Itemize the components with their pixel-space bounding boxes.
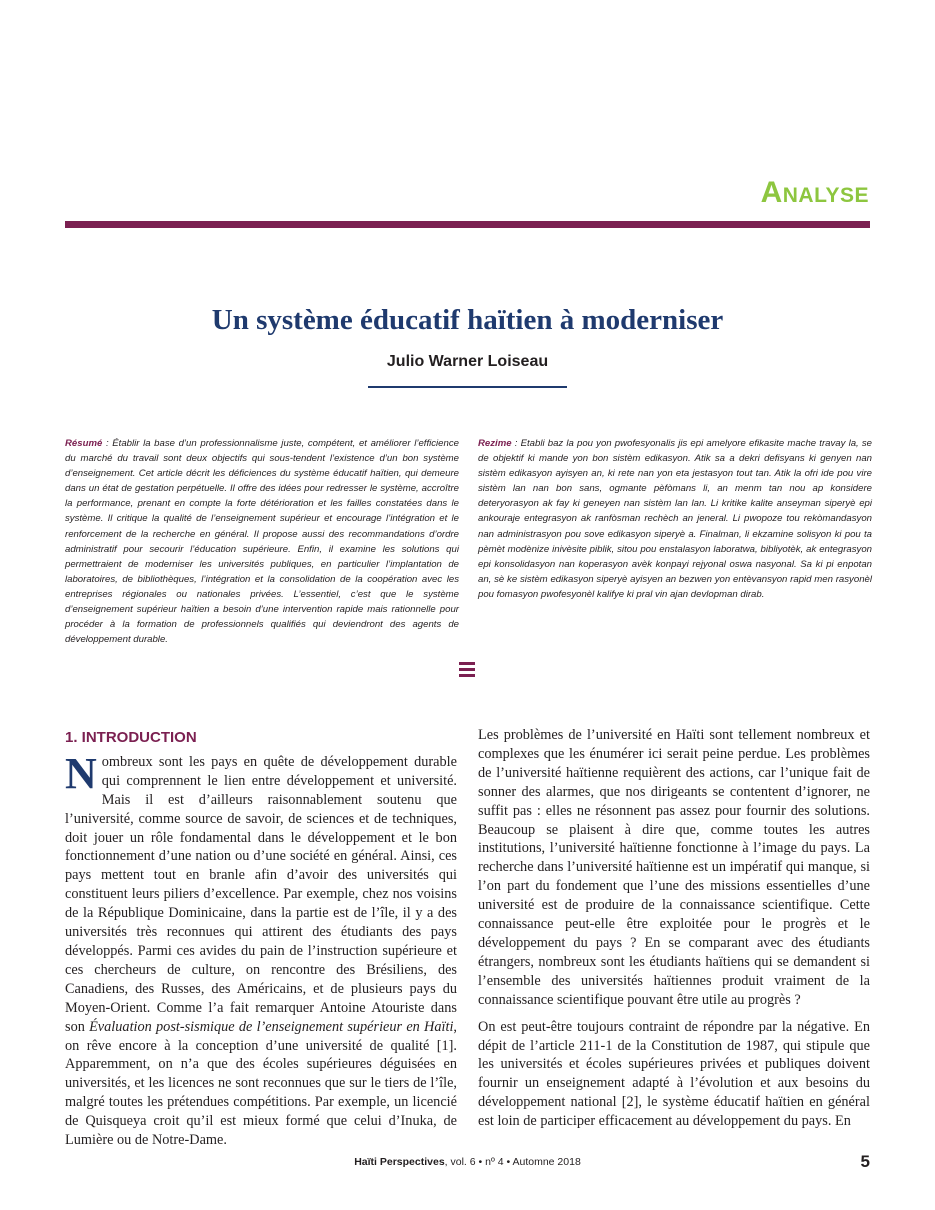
abstract-french-label: Résumé xyxy=(65,438,103,449)
section-separator-icon xyxy=(459,662,475,678)
abstract-creole-separator: : xyxy=(511,438,521,449)
body-paragraph-3: On est peut-être toujours contraint de répondre par la négative. En dépit de l’article 211-1 de la Constitution de 1987, qui stipule que les universités et écoles supérieures privées et publiques doivent fournir un enseignement adapté à l’évolution et aux besoins du développement national [2], le système éducatif haïtien en général est loin de participer efficacement au développement du pays. En xyxy=(478,1018,870,1130)
section-label: Analyse xyxy=(760,176,869,209)
article-author: Julio Warner Loiseau xyxy=(386,353,549,370)
section-heading: 1. INTRODUCTION xyxy=(65,729,197,746)
abstract-french-text: Établir la base d’un professionnalisme juste, compétent, et améliorer l’efficience du marché du travail sont deux objectifs qui sous-tendent l’existence d’un bon système d’enseignement. Cet article décrit les déficiences du système éducatif haïtien, qui demeure dans un état de gestation perpétuelle. Il offre des idées pour redresser le système, accroître la performance, prenant en compte la forte détérioration et les failles constatées dans le système. Il critique la qualité de l’enseignement supérieur et encourage l’intégration et le renforcement de la recherche en général. Il propose aussi des recommandations d’ordre administratif pour secourir l’éducation supérieure. Enfin, il examine les solutions qui permettraient de moderniser les universités publiques, en particulier l’implantation de laboratoires, de bibliothèques, l’intégration et la consolidation de la coopération avec les entreprises régionales ou nationales privées. L’essentiel, c’est que le système d’enseignement supérieur haïtien a besoin d’une intervention rapide mais rationnelle pour procéder à la formation de professionnels qualifiés qui deviendront des agents de développement durable. xyxy=(65,438,459,646)
abstract-creole xyxy=(478,436,872,602)
abstract-creole-label: Rezime xyxy=(478,438,512,449)
paragraph-1-text-b: , on rêve encore à la conception d’une université de qualité [1]. Apparemment, on n’a que des écoles supérieures déguisées en universités, et les licences ne sont reconnues que sur le tiers de l’île, malgré toutes les prétendues compétitions. Par exemple, un licencié de Quisqueya croit qu’il est mieux formé que celui d’Inuka, de Lumière ou de Notre-Dame. xyxy=(65,1018,457,1149)
abstract-creole-text: Etabli baz la pou yon pwofesyonalis jis epi amelyore efikasite mache travay la, se de objektif ki mande yon bon sistèm edikasyon. Atik sa a dekri defisyans ki genyen nan sistèm edikasyon ayisyen an, ki rete nan yon eta jestasyon tout tan. Atik la ofri ide pou vire sistèm lan nan bon sans, ogmante pèfòmans li, an menm tan nou ap konsidere deteryorasyon ak fay ki geneyen nan sistèm lan lan. Li kritike kalite anseyman siperyè epi ankouraje entegrasyon ak ranfòsman rechèch an jeneral. Li pwopoze tou rekòmandasyon nan administrasyon pou sove edikasyon siperyè a. Finalman, li ekzamine solisyon ki pou ta pèmèt modènize inivèsite piblik, sitou pou enstalasyon laboratwa, bibliyotèk, ak entegrasyon epi konsolidasyon nan koperasyon avèk konpayi rejyonal oswa nasyonal. Sa ki pi enpotan an, sè ke sistèm edikasyon siperyè ayisyen an bezwen yon entèvansyon rapid men rasyonèl pou fomasyon pwofesyonèl kalifye ki pral vin ajan devlopman dirab. xyxy=(478,438,872,600)
header-rule xyxy=(65,221,870,228)
journal-issue: , vol. 6 • nº 4 • Automne 2018 xyxy=(444,1156,581,1168)
journal-name: Haïti Perspectives xyxy=(354,1156,445,1168)
article-title: Un système éducatif haïtien à moderniser xyxy=(211,304,724,336)
drop-cap: N xyxy=(65,748,97,798)
body-column-left xyxy=(65,729,457,1158)
author-divider xyxy=(368,386,567,388)
paragraph-1-text-a: ombreux sont les pays en quête de développement durable qui comprennent le lien entre développement et université. Mais il est d’ailleurs raisonnablement soutenu que l’université, comme source de savoir, de sciences et de techniques, doit jouer un rôle fondamental dans le développement et le bon fonctionnement d’une nation ou d’une société en général. Ainsi, ces pays mettent tout en branle afin d’avoir des universités qui constituent leurs piliers d’excellence. Par exemple, chez nos voisins de la République Dominicaine, dans la partie est de l’île, il y a des universités très reconnues qui attirent des étudiants des pays développés. Parmi ces avides du pain de l’instruction supérieure et ces chercheurs de culture, on rencontre des Brésiliens, des Canadiens, des Russes, des Américains, et de plusieurs pays du Moyen-Orient. Comme l’a fait remarquer Antoine Atouriste dans son xyxy=(65,753,457,1035)
cited-work-title: Évaluation post-sismique de l’enseignement supérieur en Haïti xyxy=(89,1018,454,1035)
abstract-french xyxy=(65,436,459,647)
abstract-french-separator: : xyxy=(102,438,113,449)
body-column-right xyxy=(478,726,870,1139)
page-footer xyxy=(0,1156,935,1168)
body-paragraph-1 xyxy=(65,748,457,1150)
body-paragraph-2: Les problèmes de l’université en Haïti sont tellement nombreux et complexes que les énumérer ici serait peine perdue. Les problèmes de l’université haïtienne requièrent des actions, car l’unique fait de sonner des alarmes, que nos dirigeants se contentent d’ignorer, ne suffit pas : elles ne résonnent pas assez pour fournir des solutions. Beaucoup se plaisent à dire que, comme toutes les autres institutions, l’université haïtienne fonctionne à l’image du pays. La recherche dans l’université haïtienne est un impératif qui manque, si l’on part du fondement que l’une des missions essentielles d’une université est de produire de la connaissance scientifique. Cette connaissance peut-elle être exploitée pour le progrès et le développement du pays ? En se comparant avec des étudiants étrangers, nombreux sont les étudiants haïtiens qui se demandent si l’ensemble des universités haïtiennes produit vraiment de la connaissance scientifique pouvant être utile au progrès ? xyxy=(478,727,870,1008)
page-number: 5 xyxy=(860,1152,870,1171)
